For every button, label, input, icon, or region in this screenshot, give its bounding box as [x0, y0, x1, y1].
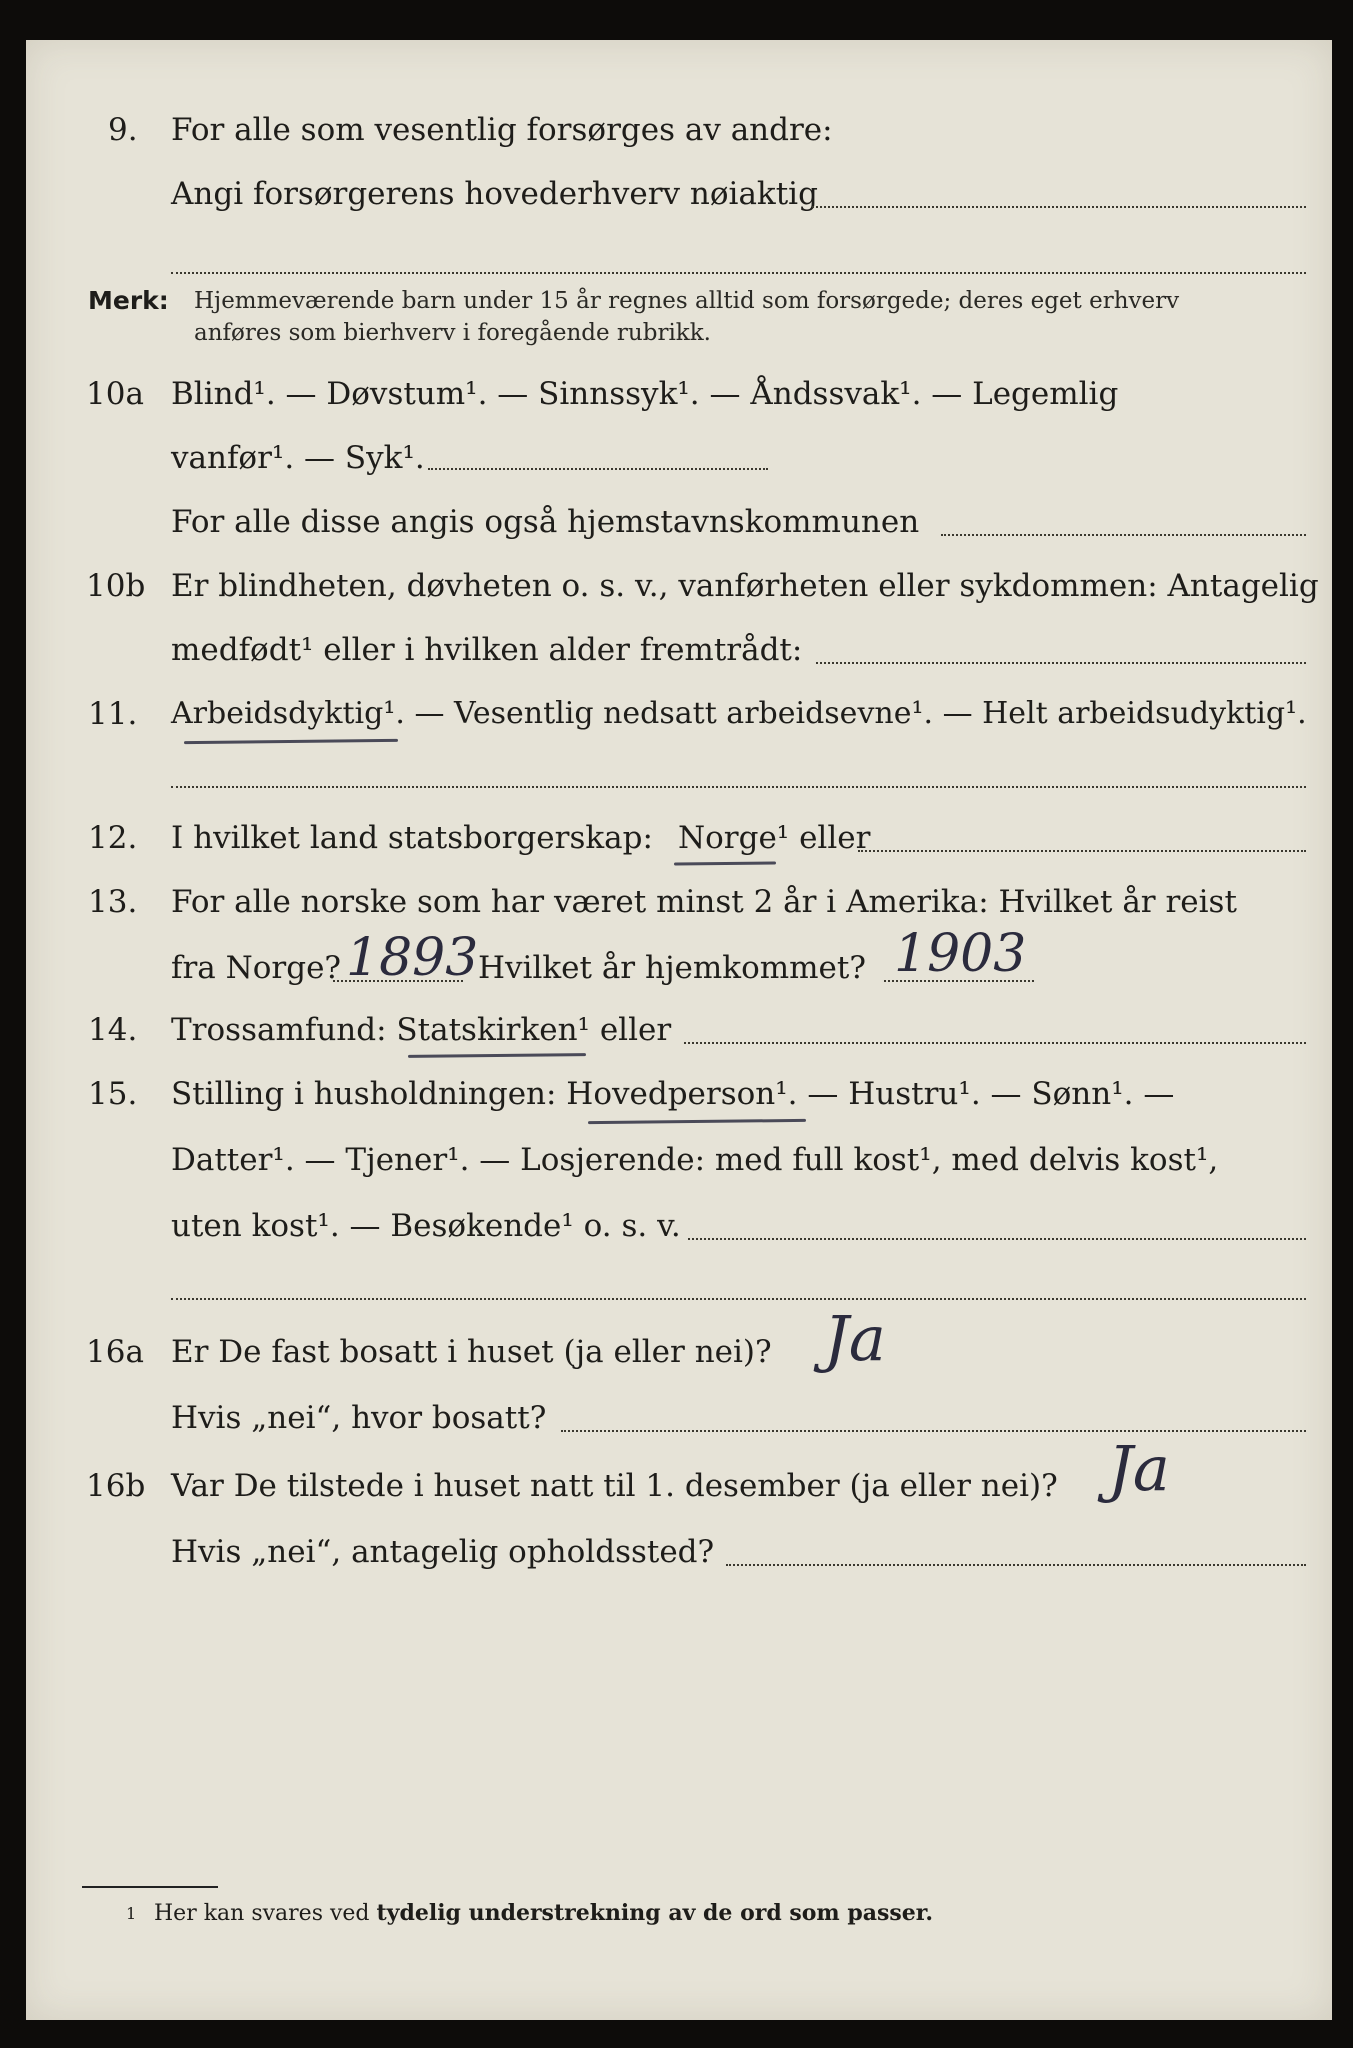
q13-handwritten-1903: 1903	[894, 924, 1027, 984]
q15-answer-line-1[interactable]	[688, 1238, 1306, 1240]
q13-handwritten-1893: 1893	[346, 928, 479, 988]
q11-answer-line[interactable]	[171, 786, 1306, 788]
footnote-rule	[82, 1886, 218, 1888]
footnote-text-bold: tydelig understrekning av de ord som passer.	[376, 1900, 934, 1926]
q12-handwritten-underline	[674, 861, 776, 865]
footnote-text	[154, 1900, 933, 1926]
q14-handwritten-underline	[408, 1053, 586, 1058]
q10a-line3: For alle disse angis også hjemstavnskommunen	[171, 504, 920, 540]
q10b-answer-line[interactable]	[816, 662, 1306, 664]
q15-line3: uten kost¹. — Besøkende¹ o. s. v.	[171, 1208, 681, 1244]
q12-line1a: I hvilket land statsborgerskap:	[171, 820, 653, 856]
q16b-line1: Var De tilstede i huset natt til 1. desember (ja eller nei)?	[171, 1468, 1058, 1504]
q10b-line1: Er blindheten, døvheten o. s. v., vanførheten eller sykdommen: Antagelig	[171, 568, 1319, 604]
q13-line1: For alle norske som har været minst 2 år i Amerika: Hvilket år reist	[171, 884, 1237, 920]
question-number-15: 15.	[88, 1076, 138, 1112]
q14-answer-line[interactable]	[684, 1042, 1306, 1044]
question-number-9: 9.	[108, 112, 138, 148]
q16a-line1: Er De fast bosatt i huset (ja eller nei)?	[171, 1334, 772, 1370]
q12-answer-line[interactable]	[858, 850, 1306, 852]
merk-line2: anføres som bierhverv i foregående rubrikk.	[194, 320, 711, 346]
q10a-hjemstavn-answer-line[interactable]	[941, 534, 1306, 536]
question-number-16b: 16b	[86, 1468, 146, 1504]
q16a-line2: Hvis „nei“, hvor bosatt?	[171, 1400, 547, 1436]
q13-line2a: fra Norge?	[171, 950, 342, 986]
question-number-10b: 10b	[86, 568, 146, 604]
q11-handwritten-underline	[184, 739, 398, 744]
q15-line2: Datter¹. — Tjener¹. — Losjerende: med full kost¹, med delvis kost¹,	[171, 1142, 1219, 1178]
q15-line1: Stilling i husholdningen: Hovedperson¹. — Hustru¹. — Sønn¹. —	[171, 1076, 1175, 1112]
question-number-11: 11.	[88, 696, 138, 732]
footnote-mark: 1	[126, 1904, 137, 1923]
merk-label: Merk:	[88, 286, 169, 315]
q14-line1: Trossamfund: Statskirken¹ eller	[171, 1012, 672, 1048]
q15-handwritten-underline	[588, 1119, 806, 1124]
q16b-answer-line[interactable]	[726, 1564, 1306, 1566]
merk-line1: Hjemmeværende barn under 15 år regnes alltid som forsørgede; deres eget erhverv	[194, 288, 1180, 314]
q16b-line2: Hvis „nei“, antagelig opholdssted?	[171, 1534, 715, 1570]
q9-line2: Angi forsørgerens hovederhverv nøiaktig	[171, 176, 818, 212]
question-number-14: 14.	[88, 1012, 138, 1048]
footnote-text-plain: Her kan svares ved	[154, 1901, 370, 1926]
q16b-handwritten-ja: Ja	[1108, 1432, 1170, 1505]
question-number-12: 12.	[88, 820, 138, 856]
question-number-10a: 10a	[86, 376, 144, 412]
q10a-line2: vanfør¹. — Syk¹.	[171, 440, 425, 476]
q11-line1: Arbeidsdyktig¹. — Vesentlig nedsatt arbeidsevne¹. — Helt arbeidsudyktig¹.	[171, 696, 1307, 731]
q13-line2b: Hvilket år hjemkommet?	[478, 950, 866, 986]
q10a-syk-answer-line[interactable]	[428, 468, 768, 470]
question-number-13: 13.	[88, 884, 138, 920]
q10a-line1: Blind¹. — Døvstum¹. — Sinnssyk¹. — Åndssvak¹. — Legemlig	[171, 376, 1119, 412]
q10b-line2: medfødt¹ eller i hvilken alder fremtrådt:	[171, 632, 803, 668]
q9-answer-line-2[interactable]	[171, 272, 1306, 274]
q9-line1: For alle som vesentlig forsørges av andre:	[171, 112, 833, 148]
q15-answer-line-2[interactable]	[171, 1298, 1306, 1300]
question-number-16a: 16a	[86, 1334, 144, 1370]
q9-answer-line-1[interactable]	[812, 206, 1306, 208]
q12-line1b: Norge¹ eller	[678, 820, 871, 856]
census-form-page	[26, 40, 1332, 2020]
q16a-answer-line[interactable]	[561, 1430, 1306, 1432]
q16a-handwritten-ja: Ja	[824, 1302, 886, 1375]
